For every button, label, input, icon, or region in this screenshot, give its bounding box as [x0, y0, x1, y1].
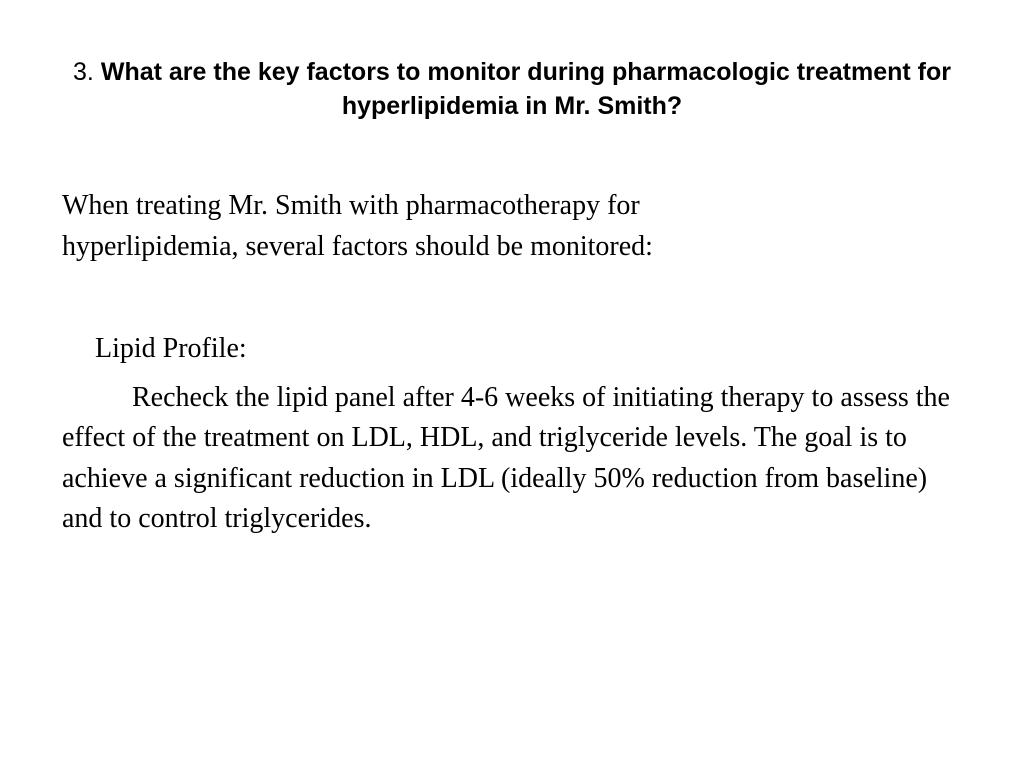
- section-body: Recheck the lipid panel after 4-6 weeks of initiating therapy to assess the effect of the treatment on LDL, HDL, and triglyceride levels. The goal is to achieve a significant reduction in LDL (ideally 50% reduction from baseline) and to control triglycerides.: [62, 381, 950, 534]
- title-question: What are the key factors to monitor during pharmacologic treatment for hyperlipidemia in Mr. Smith?: [100, 58, 951, 120]
- section-heading: Lipid Profile:: [95, 333, 247, 364]
- title-number: 3.: [73, 58, 94, 86]
- slide-body: [62, 186, 962, 540]
- intro-paragraph: When treating Mr. Smith with pharmacotherapy for hyperlipidemia, several factors should be monitored:: [62, 190, 653, 262]
- slide-title: [60, 55, 964, 123]
